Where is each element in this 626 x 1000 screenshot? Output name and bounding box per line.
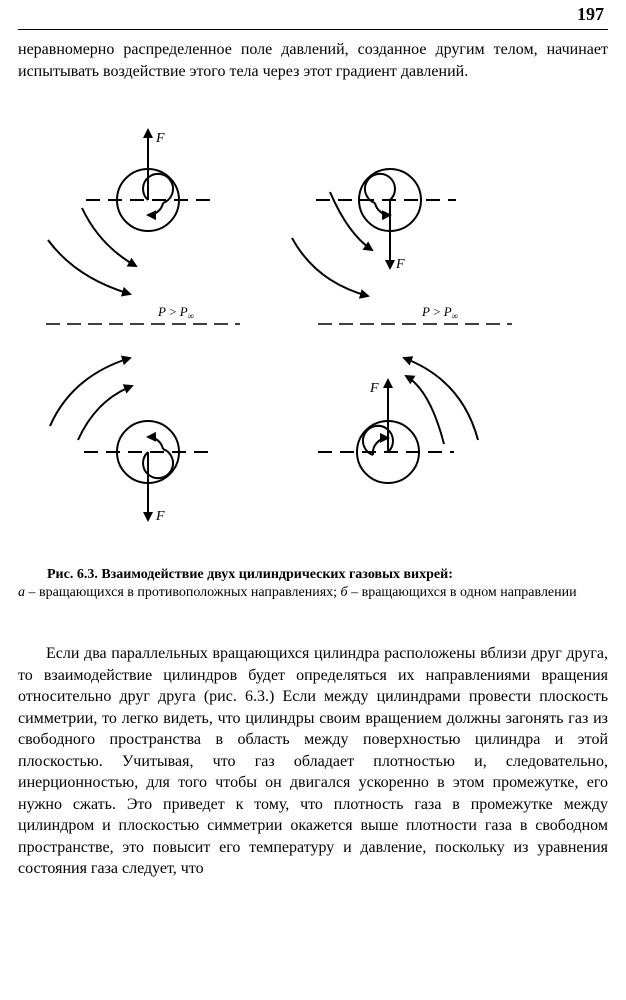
intro-paragraph: неравномерно распределенное поле давлений, созданное другим телом, начинает испытывать воздействие этого тела через этот градиент давлений. [18, 41, 608, 80]
caption-part-a-letter: а [18, 585, 25, 600]
caption-part-a-text: – вращающихся в противоположных направлениях; [25, 585, 341, 600]
caption-body [18, 584, 608, 602]
caption-part-b-letter: б [340, 585, 348, 600]
force-label: F [156, 509, 165, 524]
caption-part-b-text: – вращающихся в одном направлении [347, 585, 577, 600]
flow-arrow [404, 358, 478, 440]
cylinder-bottom-right [318, 358, 478, 483]
figure-6-3 [0, 118, 626, 538]
cylinder-top-left [48, 130, 218, 294]
force-label: F [156, 131, 165, 146]
vortex-diagram [0, 118, 626, 538]
header-rule [18, 29, 608, 30]
flow-arrow [82, 208, 136, 266]
force-label: F [396, 257, 405, 272]
pressure-label-right: $P > P_\infty$ [422, 304, 459, 321]
main-paragraph: Если два параллельных вращающихся цилиндра расположены вблизи друг друга, то взаимодействие цилиндров будет определяться их направлениями вращения относительно друг друга (рис. 6.3.) Если между цилиндрами провести плоскость симметрии, то легко видеть, что цилиндры своим вращением должны загонять газ из свободного пространства в область между поверхностью цилиндра и этой плоскостью. Учитывая, что газ обладает плотностью и, следовательно, инерционностью, для того чтобы он двигался ускоренно в этом промежутке, его нужно сжать. Это приведет к тому, что плотность газа в промежутке между цилиндром и плоскостью симметрии окажется выше плотности газа в свободном пространстве, это повысит его температуру и давление, поскольку из уравнения состояния газа следует, что [18, 645, 608, 877]
cylinder-top-right [292, 169, 456, 296]
flow-arrow [406, 376, 444, 444]
caption-title: Рис. 6.3. Взаимодействие двух цилиндрических газовых вихрей: [47, 567, 453, 582]
cylinder-bottom-left [50, 358, 216, 520]
flow-arrow [48, 240, 130, 294]
figure-caption [18, 566, 608, 602]
pressure-label-left: $P > P_\infty$ [158, 304, 195, 321]
force-label: F [370, 381, 379, 396]
flow-arrow [292, 238, 368, 296]
page-number: 197 [577, 4, 604, 24]
